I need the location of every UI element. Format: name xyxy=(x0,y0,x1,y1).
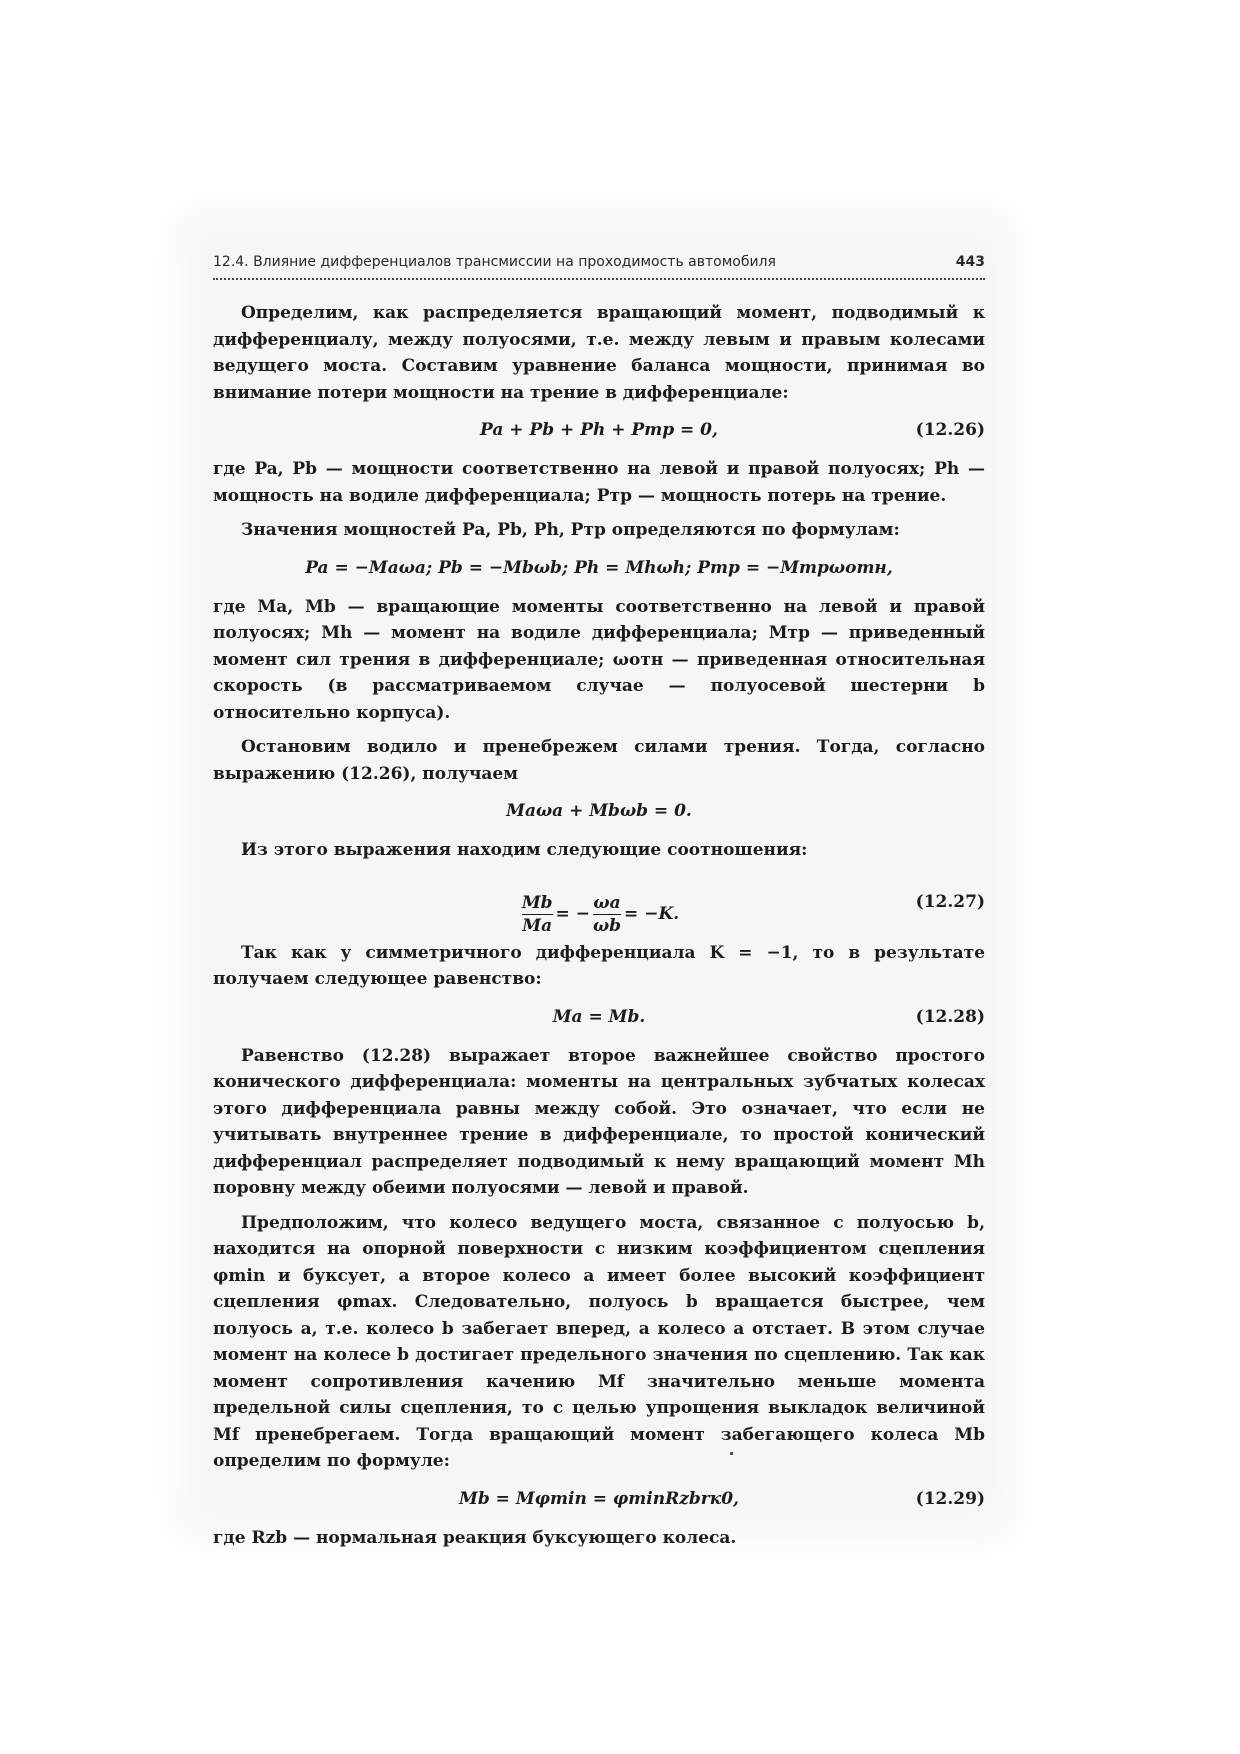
fraction-denominator: Ma xyxy=(522,915,553,936)
scan-speck xyxy=(730,1452,733,1455)
paragraph: Остановим водило и пренебрежем силами трения. Тогда, согласно выражению (12.26), получаем xyxy=(213,737,985,784)
equation-12-26 xyxy=(213,414,985,450)
equation-text xyxy=(213,892,985,937)
section-title: 12.4. Влияние дифференциалов трансмиссии на проходимость автомобиля xyxy=(213,254,776,270)
book-page xyxy=(205,240,985,1548)
paragraph: где Pa, Pb — мощности соответственно на левой и правой полуосях; Ph — мощность на водиле дифференциала; Pтр — мощность потерь на трение. xyxy=(213,459,985,506)
paragraph: Определим, как распределяется вращающий момент, подводимый к дифференциалу, между полуосями, т.е. между левым и правым колесами ведущего моста. Составим уравнение баланса мощности, принимая во внимание потери мощности на трение в дифференциале: xyxy=(213,303,985,403)
equation-number: (12.26) xyxy=(915,420,985,440)
equation-12-29 xyxy=(213,1483,985,1519)
paragraph: Из этого выражения находим следующие соотношения: xyxy=(241,840,808,860)
equation-text: Ma = Mb. xyxy=(552,1006,646,1027)
page-number: 443 xyxy=(955,254,985,270)
equation-number: (12.29) xyxy=(915,1488,985,1509)
equation-text: Pa + Pb + Ph + Pтр = 0, xyxy=(480,420,718,440)
equation-number: (12.27) xyxy=(915,891,985,912)
equation-tail: = −K. xyxy=(624,903,680,924)
page-body xyxy=(213,300,985,1559)
paragraph: Равенство (12.28) выражает второе важнейшее свойство простого конического дифференциала: моменты на центральных зубчатых колесах этого дифференциала равны между собой. Это означает, что если не учитывать внутреннее трение в дифференциале, то простой конический дифференциал распределяет подводимый к нему вращающий момент Mh поровну между обеими полуосями — левой и правой. xyxy=(213,1045,985,1198)
equation-moment-balance xyxy=(213,795,985,831)
equation-number: (12.28) xyxy=(915,1006,985,1027)
paragraph: Предположим, что колесо ведущего моста, связанное с полуосью b, находится на опорной поверхности с низким коэффициентом сцепления φmin и буксует, а второе колесо a имеет более высокий коэффициент сцепления φmax. Следовательно, полуось b вращается быстрее, чем полуось a, т.е. колесо b забегает вперед, а колесо a отстает. В этом случае момент на колесе b достигает предельного значения по сцеплению. Так как момент сопротивления качению Mf значительно меньше момента предельной силы сцепления, то с целью упрощения выкладок величиной Mf пренебрегаем. Тогда вращающий момент забегающего колеса Mb определим по формуле: xyxy=(213,1212,985,1471)
fraction-numerator: ωa xyxy=(593,892,621,913)
equation-12-27 xyxy=(213,872,985,934)
paragraph: Так как у симметричного дифференциала K = −1, то в результате получаем следующее равенство: xyxy=(213,942,985,989)
running-header xyxy=(205,252,985,278)
equation-text: Maωa + Mbωb = 0. xyxy=(506,801,692,821)
equation-12-28 xyxy=(213,1001,985,1037)
fraction-denominator: ωb xyxy=(592,915,622,936)
paragraph: Значения мощностей Pa, Pb, Ph, Pтр определяются по формулам: xyxy=(241,520,900,540)
equation-operator: = − xyxy=(555,903,590,924)
fraction-numerator: Mb xyxy=(521,892,553,913)
fraction xyxy=(593,892,621,937)
equation-power-formulas xyxy=(213,552,985,588)
header-rule xyxy=(213,278,985,280)
paragraph: где Ma, Mb — вращающие моменты соответственно на левой и правой полуосях; Mh — момент на водиле дифференциала; Mтр — приведенный момент сил трения в дифференциале; ωотн — приведенная относительная скорость (в рассматриваемом случае — полуосевой шестерни b относительно корпуса). xyxy=(213,596,985,723)
equation-text: Pa = −Maωa; Pb = −Mbωb; Ph = Mhωh; Pтр = −Mтрωотн, xyxy=(305,557,893,578)
paragraph: где Rzb — нормальная реакция буксующего колеса. xyxy=(213,1527,737,1548)
equation-text: Mb = Mφmin = φminRzbrк0, xyxy=(459,1488,739,1509)
fraction xyxy=(522,892,553,937)
